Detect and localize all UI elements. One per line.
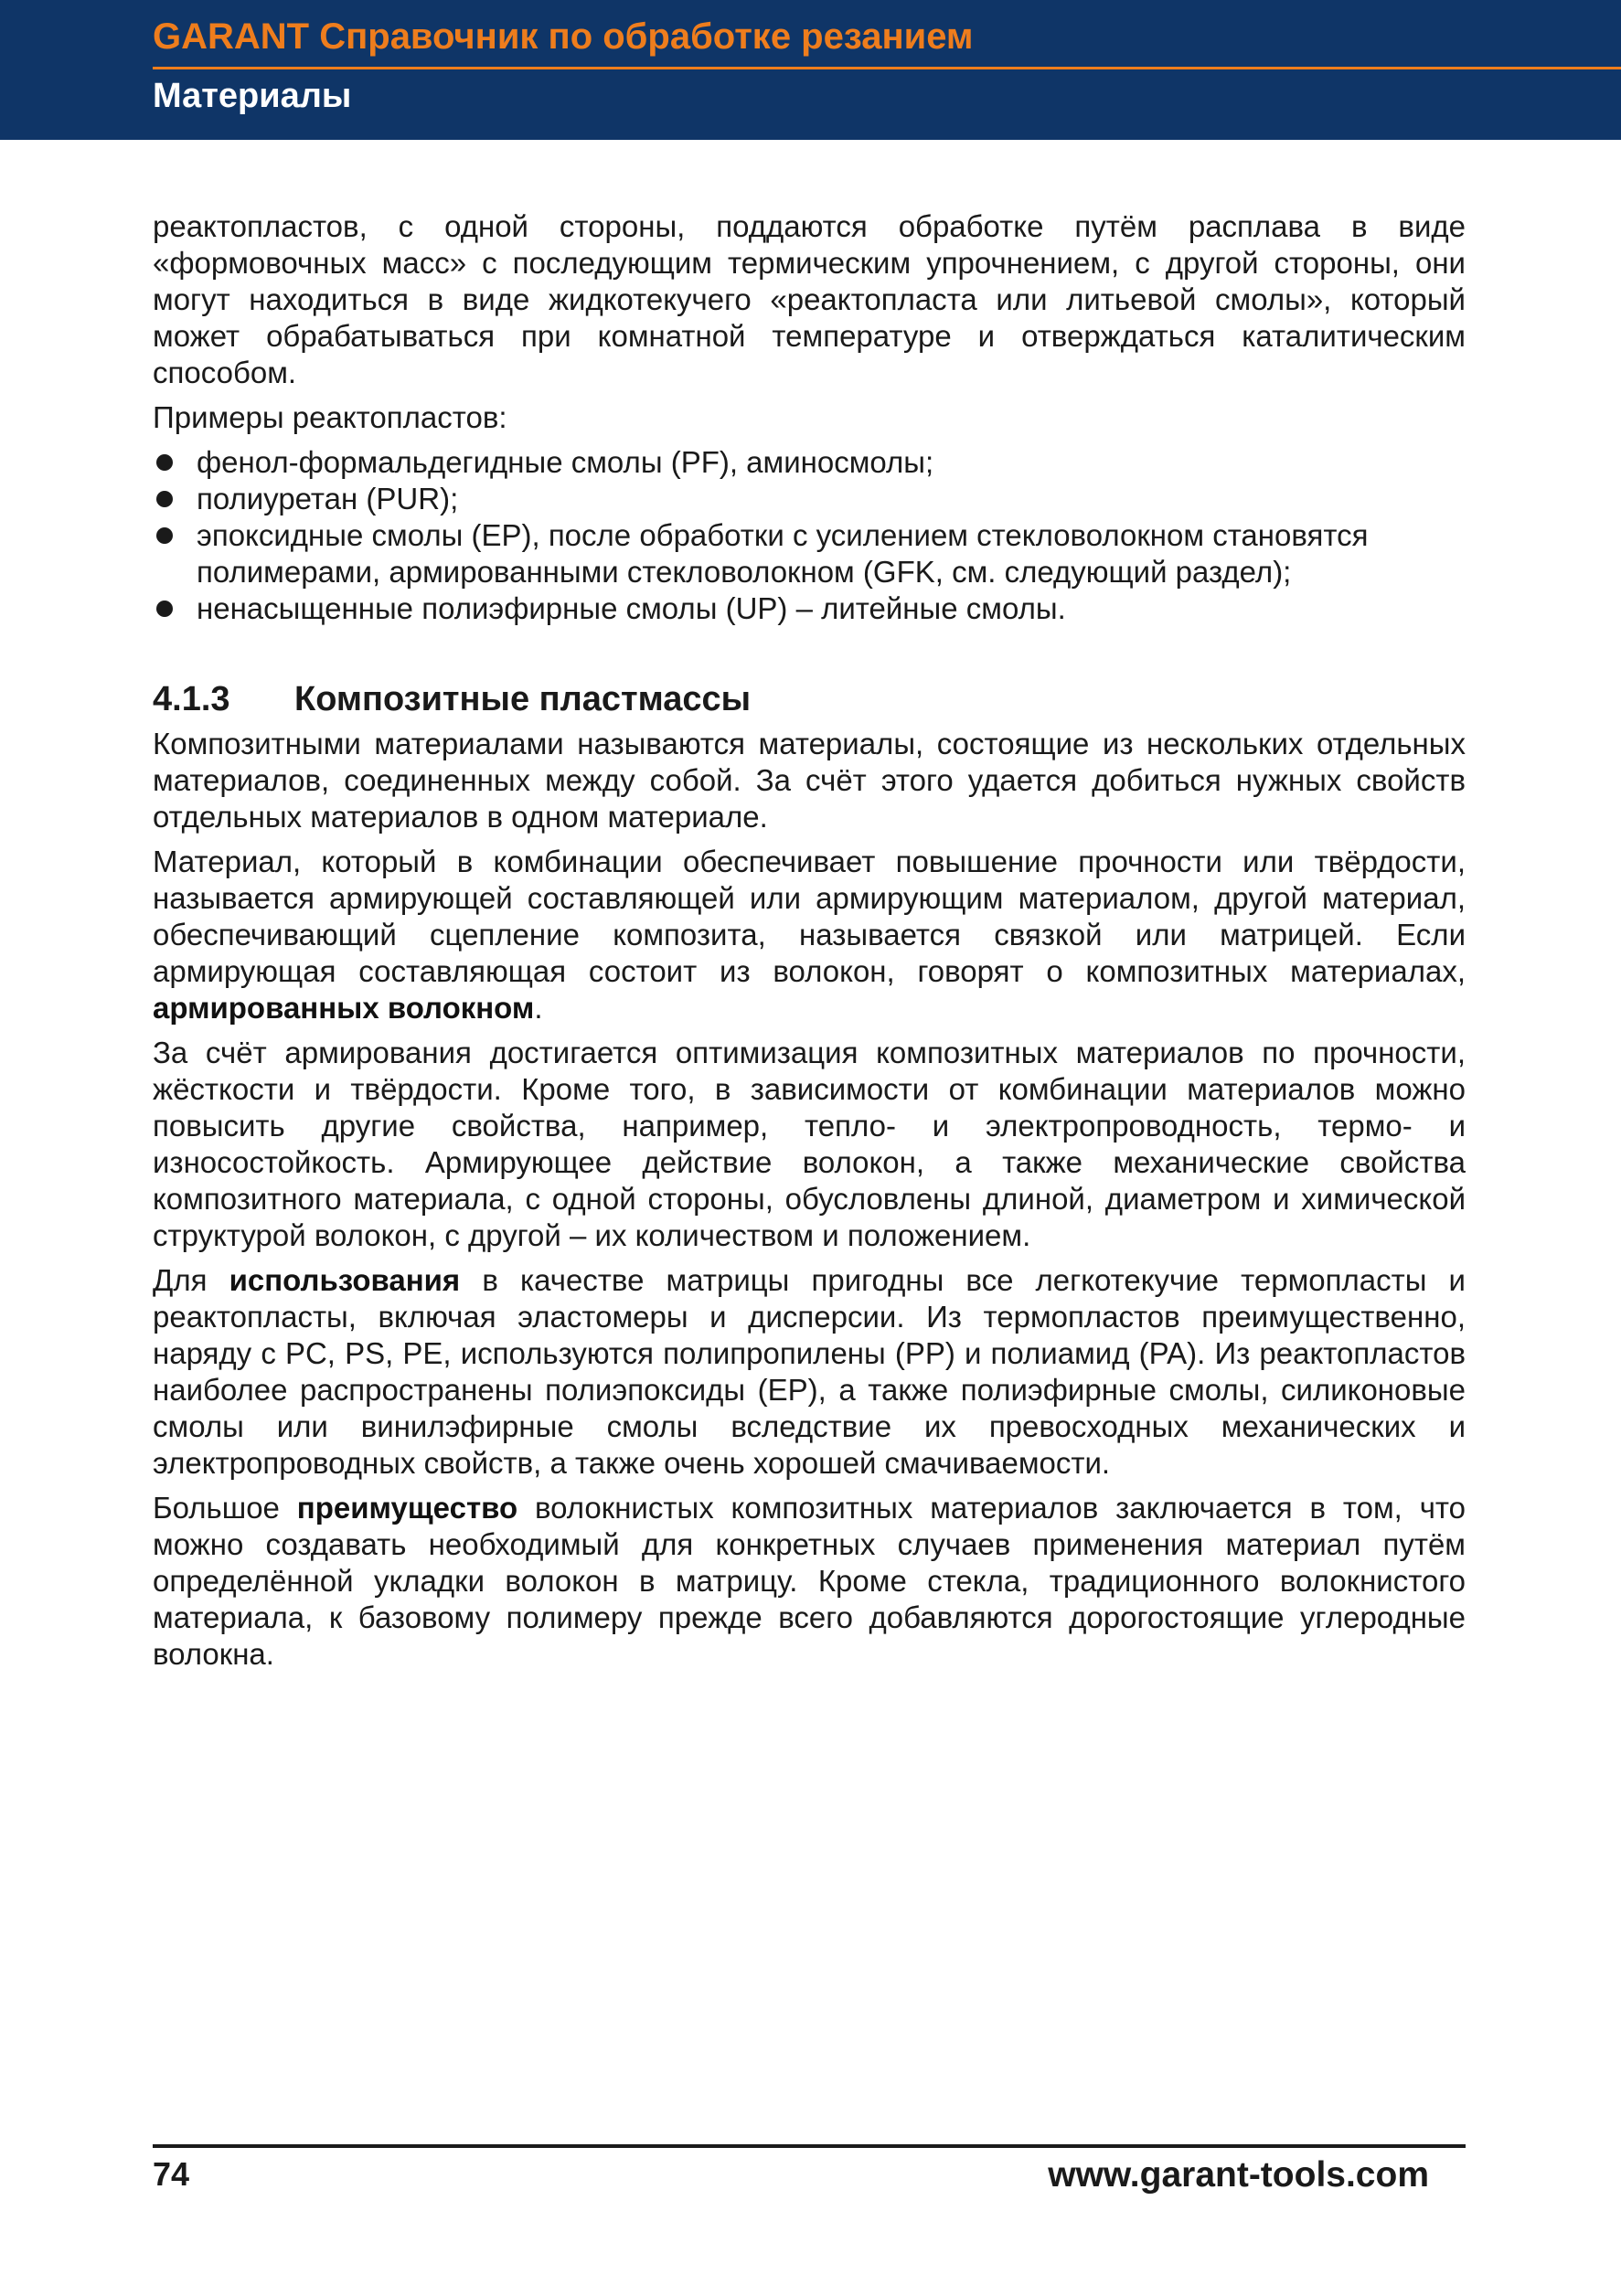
bullet-icon xyxy=(156,454,173,471)
header-divider xyxy=(153,67,1621,69)
footer-divider xyxy=(153,2144,1466,2148)
header-subtitle: Материалы xyxy=(153,77,352,115)
bold-term: армированных волокном xyxy=(153,991,535,1025)
examples-label: Примеры реактопластов: xyxy=(153,400,507,434)
page-number: 74 xyxy=(153,2155,190,2193)
bullet-icon xyxy=(156,491,173,507)
paragraph-advantage: Большое преимущество волокнистых композитных материалов заключается в том, что можно создавать необходимый для конкретных случаев применения материал путём определённой укладки волокон в матрицу. Кроме стекла, традиционного волокнистого материала, к базовому полимеру прежде всего добавляются дорогостоящие углеродные волокна. xyxy=(153,1491,1466,1671)
section-heading xyxy=(153,678,1466,720)
paragraph-optimization: За счёт армирования достигается оптимизация композитных материалов по прочности, жёсткости и твёрдости. Кроме того, в зависимости от комбинации материалов можно повысить другие свойства, например, тепло- и электропроводность, термо- и износостойкость. Армирующее действие волокон, а также механические свойства композитного материала, с одной стороны, обусловлены длиной, диаметром и химической структурой волокон, с другой – их количеством и положением. xyxy=(153,1036,1466,1252)
paragraph-matrix: Для использования в качестве матрицы пригодны все легкотекучие термопласты и реактопласты, включая эластомеры и дисперсии. Из термопластов преимущественно, наряду с PC, PS, PE, используются полипропилены (PP) и полиамид (PA). Из реактопластов наиболее распространены полиэпоксиды (EP), а также полиэфирные смолы, силиконовые смолы или винилэфирные смолы вследствие их превосходных механических и электропроводных свойств, а также очень хорошей смачиваемости. xyxy=(153,1263,1466,1480)
page-content xyxy=(153,208,1466,1673)
examples-list xyxy=(153,444,1466,627)
page-header xyxy=(0,0,1621,140)
list-item: полиуретан (PUR); xyxy=(153,481,1466,517)
list-item: фенол-формальдегидные смолы (PF), аминосмолы; xyxy=(153,444,1466,481)
footer-website: www.garant-tools.com xyxy=(1048,2155,1429,2195)
bold-term: преимущество xyxy=(296,1491,518,1525)
section-number: 4.1.3 xyxy=(153,680,230,718)
intro-paragraph: реактопластов, с одной стороны, поддаются обработке путём расплава в виде «формовочных масс» с последующим термическим упрочнением, с другой стороны, они могут находиться в виде жидкотекучего «реактопласта или литьевой смолы», который может обрабатываться при комнатной температуре и отверждаться каталитическим способом. xyxy=(153,209,1466,389)
section-title: Композитные пластмассы xyxy=(294,680,752,718)
list-item: эпоксидные смолы (EP), после обработки с усилением стекловолокном становятся полимерами, армированными стекловолокном (GFK, см. следующий раздел); xyxy=(153,517,1466,590)
bullet-icon xyxy=(156,601,173,617)
paragraph-definition: Композитными материалами называются материалы, состоящие из нескольких отдельных материалов, соединенных между собой. За счёт этого удается добиться нужных свойств отдельных материалов в одном материале. xyxy=(153,727,1466,834)
bold-term: использования xyxy=(229,1263,461,1297)
header-title: GARANT Справочник по обработке резанием xyxy=(153,16,974,57)
bullet-icon xyxy=(156,527,173,544)
paragraph-reinforcement: Материал, который в комбинации обеспечивает повышение прочности или твёрдости, называется армирующей составляющей или армирующим материалом, другой материал, обеспечивающий сцепление композита, называется связкой или матрицей. Если армирующая составляющая состоит из волокон, говорят о композитных материалах, армированных волокном. xyxy=(153,845,1466,1025)
list-item: ненасыщенные полиэфирные смолы (UP) – литейные смолы. xyxy=(153,590,1466,627)
